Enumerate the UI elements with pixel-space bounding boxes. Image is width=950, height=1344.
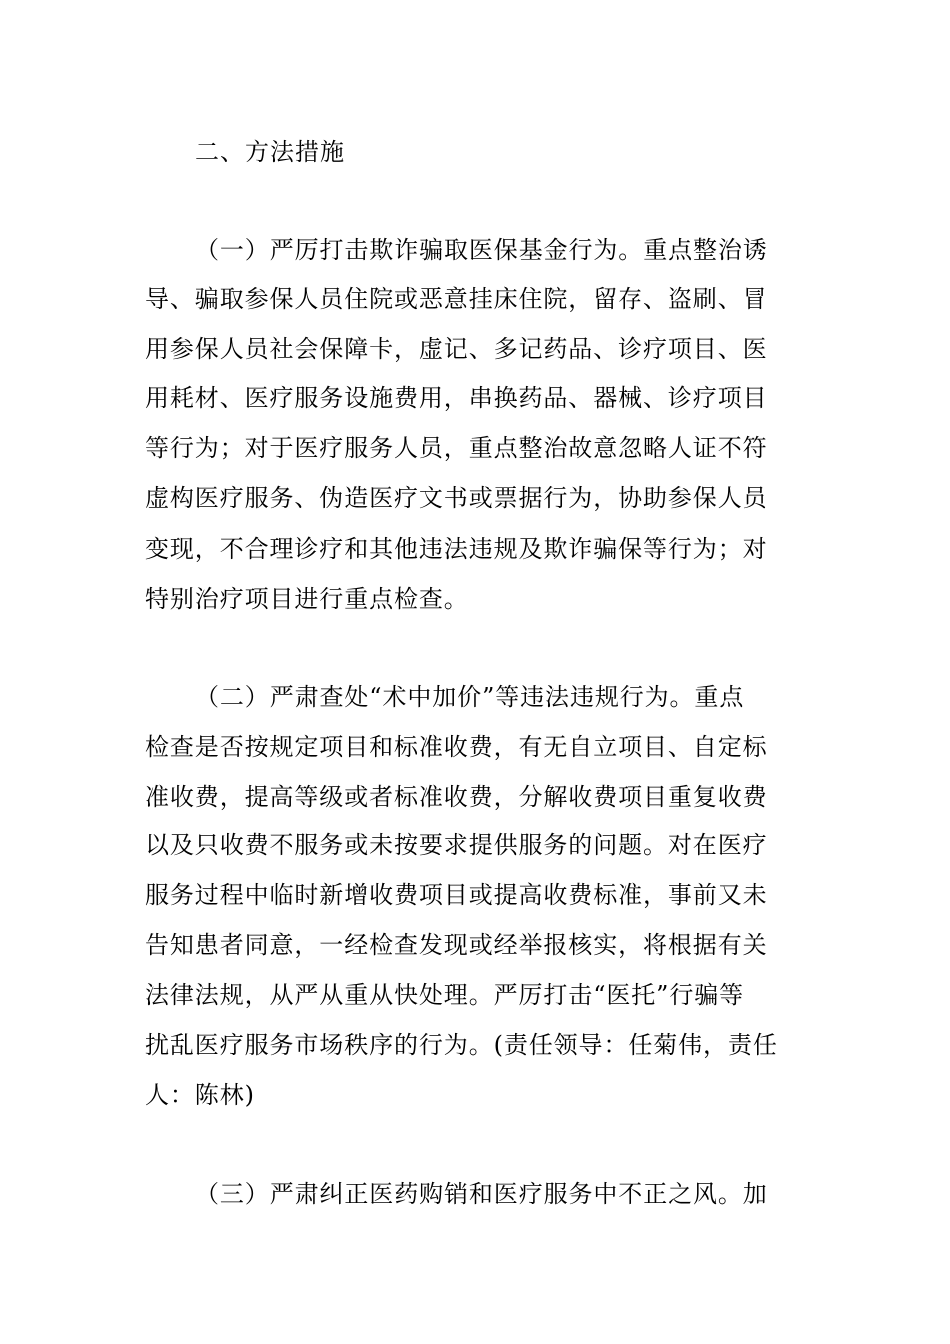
paragraph-1-line-1: （一）严厉打击欺诈骗取医保基金行为。重点整治诱	[195, 236, 768, 264]
paragraph-1-line-4: 用耗材、医疗服务设施费用，串换药品、器械、诊疗项目	[145, 384, 768, 412]
paragraph-2-line-3: 准收费，提高等级或者标准收费，分解收费项目重复收费	[145, 783, 768, 811]
paragraph-1-line-6: 虚构医疗服务、伪造医疗文书或票据行为，协助参保人员	[145, 484, 768, 512]
paragraph-3-line-1: （三）严肃纠正医药购销和医疗服务中不正之风。加	[195, 1180, 768, 1208]
paragraph-2-line-2: 检查是否按规定项目和标准收费，有无自立项目、自定标	[145, 733, 768, 761]
paragraph-1-line-3: 用参保人员社会保障卡，虚记、多记药品、诊疗项目、医	[145, 335, 768, 363]
paragraph-2-line-8: 扰乱医疗服务市场秩序的行为。(责任领导：任菊伟，责任	[145, 1031, 778, 1059]
section-heading: 二、方法措施	[195, 138, 345, 166]
paragraph-1-line-5: 等行为；对于医疗服务人员，重点整治故意忽略人证不符	[145, 434, 768, 462]
paragraph-2-line-5: 服务过程中临时新增收费项目或提高收费标准，事前又未	[145, 881, 768, 909]
paragraph-2-line-7: 法律法规，从严从重从快处理。严厉打击“医托”行骗等	[145, 981, 745, 1009]
paragraph-2-line-6: 告知患者同意，一经检查发现或经举报核实，将根据有关	[145, 931, 768, 959]
paragraph-1-line-2: 导、骗取参保人员住院或恶意挂床住院，留存、盗刷、冒	[145, 285, 768, 313]
paragraph-1-line-8: 特别治疗项目进行重点检查。	[145, 585, 469, 613]
paragraph-2-line-1: （二）严肃查处“术中加价”等违法违规行为。重点	[195, 683, 745, 711]
paragraph-1-line-7: 变现，不合理诊疗和其他违法违规及欺诈骗保等行为；对	[145, 535, 768, 563]
paragraph-2-line-4: 以及只收费不服务或未按要求提供服务的问题。对在医疗	[145, 831, 768, 859]
paragraph-2-line-9: 人：陈林)	[145, 1081, 255, 1109]
